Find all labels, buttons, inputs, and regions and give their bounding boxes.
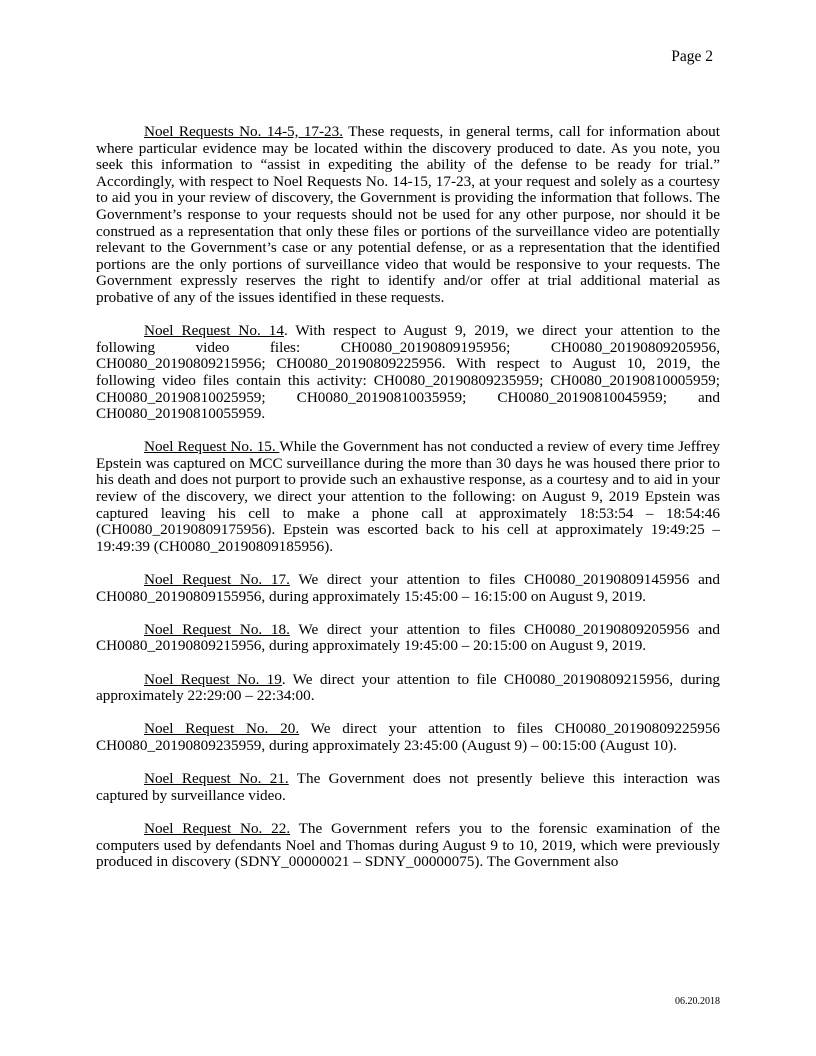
paragraph-heading: Noel Request No. 18. — [144, 620, 290, 638]
paragraph-request-14 — [96, 323, 720, 423]
paragraph-request-22 — [96, 821, 720, 871]
paragraph-request-18 — [96, 622, 720, 655]
document-body — [96, 124, 720, 887]
paragraph-text: . We direct your attention to file CH0080_20190809215956, during approximately 22:29:00 – 22:34:00. — [96, 670, 721, 705]
paragraph-heading: Noel Request No. 19 — [144, 670, 282, 688]
paragraph-text: We direct your attention to files CH0080_20190809225956 CH0080_20190809235959, during approximately 23:45:00 (August 9) – 00:15:00 (August 10). — [96, 720, 721, 754]
paragraph-heading: Noel Request No. 20. — [144, 720, 300, 738]
paragraph-heading: Noel Request No. 22. — [144, 819, 291, 837]
paragraph-text: . With respect to August 9, 2019, we direct your attention to the following video files: CH0080_20190809195956; CH0080_20190809205956, CH0080_20190809215956; CH0080_20190809225956. With respect to August 10, 2019, the following video files contain this activity: CH0080_20190809235959; CH0080_20190810005959; CH0080_20190810025959; CH0080_20190810035959; CH0080_20190810045959; and CH0080_20190810055959. — [96, 322, 720, 423]
paragraph-request-21 — [96, 771, 720, 804]
footer-form-code: 06.20.2018 — [675, 996, 720, 1007]
paragraph-requests-14-23 — [96, 124, 720, 307]
paragraph-heading: Noel Request No. 21. — [144, 770, 289, 788]
paragraph-text: While the Government has not conducted a review of every time Jeffrey Epstein was captured on MCC surveillance during the more than 30 days he was housed there prior to his death and does not purport to provide such an exhaustive response, as a courtesy and to aid in your review of the discovery, we direct your attention to the following: on August 9, 2019 Epstein was captured leaving his cell to make a phone call at approximately 18:53:54 – 18:54:46 (CH0080_20190809175956). Epstein was escorted back to his cell at approximately 19:49:25 – 19:49:39 (CH0080_20190809185956). — [96, 438, 720, 555]
paragraph-request-19 — [96, 672, 720, 705]
paragraph-request-17 — [96, 572, 720, 605]
paragraph-text: We direct your attention to files CH0080_20190809205956 and CH0080_20190809215956, during approximately 19:45:00 – 20:15:00 on August 9, 2019. — [96, 620, 720, 655]
page-number: Page 2 — [671, 48, 713, 65]
paragraph-text: These requests, in general terms, call for information about where particular evidence may be located within the discovery produced to date. As you note, you seek this information to “assist in expediting the ability of the defense to be ready for trial.” Accordingly, with respect to Noel Requests No. 14-15, 17-23, at your request and solely as a courtesy to aid you in your review of discovery, the Government is providing the information that follows. The Government’s response to your requests should not be used for any other purpose, nor should it be construed as a representation that only these files or portions of the surveillance video are potentially relevant to the Government’s case or any potential defense, or as a representation that the identified portions are the only portions of surveillance video that would be responsive to your requests. The Government expressly reserves the right to identify and/or offer at trial additional material as probative of any of the issues identified in these requests. — [96, 123, 720, 306]
paragraph-text: We direct your attention to files CH0080_20190809145956 and CH0080_20190809155956, during approximately 15:45:00 – 16:15:00 on August 9, 2019. — [96, 571, 720, 605]
paragraph-heading: Noel Requests No. 14-5, 17-23. — [144, 123, 344, 140]
paragraph-text: The Government refers you to the forensic examination of the computers used by defendants Noel and Thomas during August 9 to 10, 2019, which were previously produced in discovery (SDNY_00000021 – SDNY_00000075). The Government also — [96, 819, 721, 871]
paragraph-text: The Government does not presently believe this interaction was captured by surveillance video. — [96, 770, 720, 804]
paragraph-heading: Noel Request No. 17. — [144, 571, 290, 589]
paragraph-heading: Noel Request No. 15. — [144, 438, 280, 456]
paragraph-request-20 — [96, 721, 720, 754]
paragraph-request-15 — [96, 439, 720, 555]
paragraph-heading: Noel Request No. 14 — [144, 322, 284, 340]
